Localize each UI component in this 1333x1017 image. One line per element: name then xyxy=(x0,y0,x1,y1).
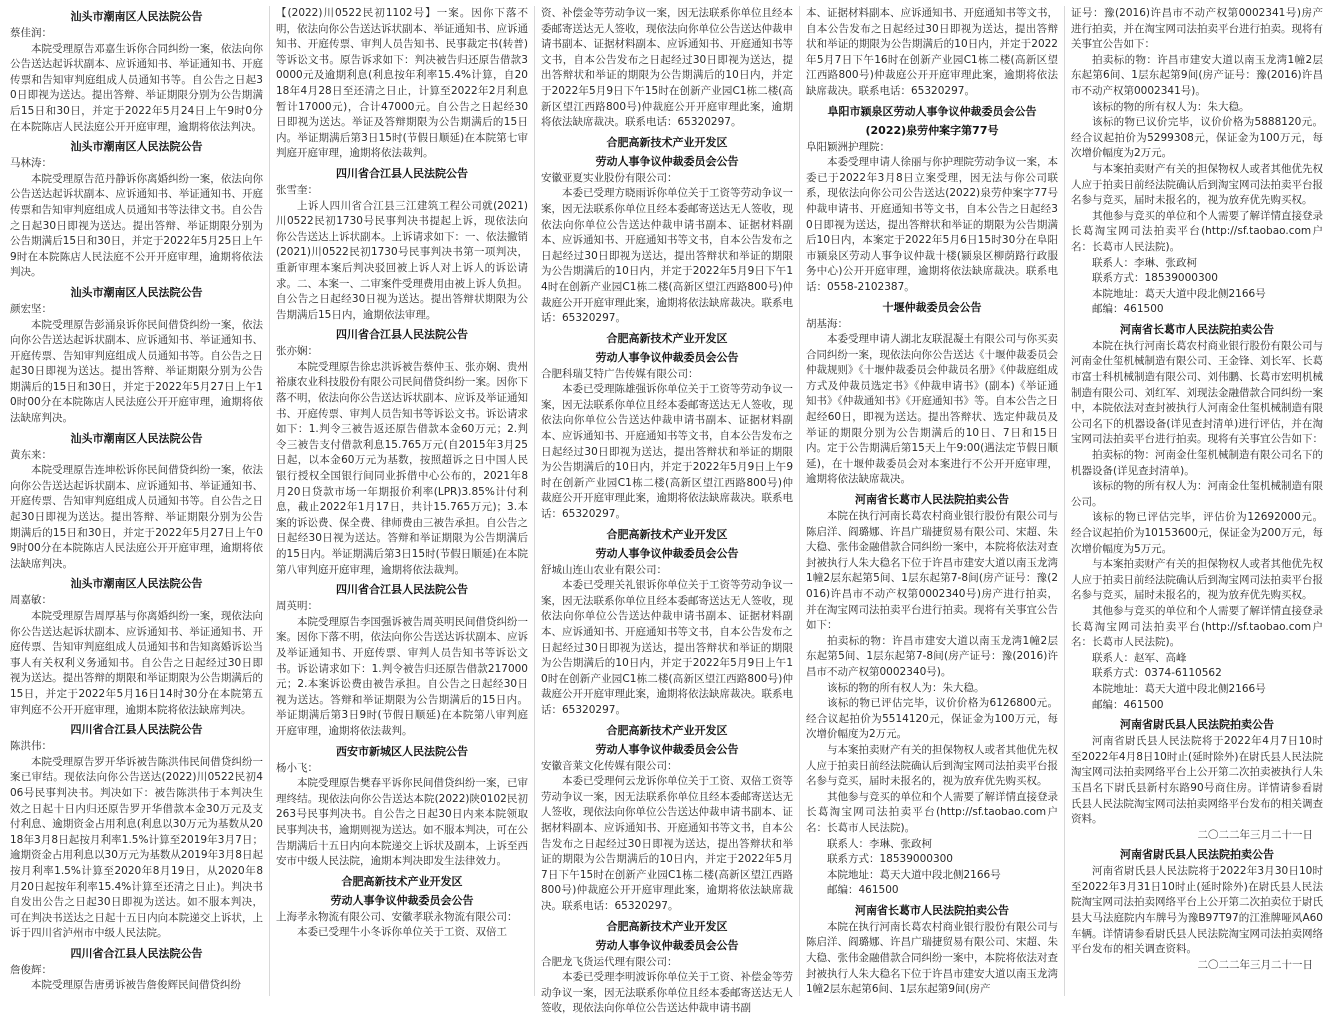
court-notice xyxy=(541,527,793,719)
notice-body: 本委已受理陈雄强诉你单位关于工资等劳动争议一案，因无法联系你单位且经本委邮寄送达无人签收，现依法向你单位公告送达仲裁申请书副本、证据材料副本、应诉通知书、开庭通知书等文书，自本公告发布之日起经过30日即视为送达，提出答辩状和举证的期限为公告期满后的10日内，并定于2022年5月9日上午9时在创新产业园C1栋二楼(高新区望江西路800号)仲裁庭公开开庭审理此案，逾期将依法缺席裁决。联系电话：65320297。 xyxy=(541,383,793,521)
court-notice xyxy=(806,903,1058,998)
notice-body: 本院在执行河南长葛农村商业银行股份有限公司与河南金仕玺机械制造有限公司、王金锋、刘长军、长葛市富士科机械制造有限公司、刘伟鹏、长葛市宏明机械制造有限公司、刘红军、刘现法金融借款合同纠纷一案中，本院依法对查封被执行人河南金仕玺机械制造有限公司名下的机器设备(详见查封清单)进行评估，并在淘宝网司法拍卖平台进行拍卖。现将有关事宜公告如下： xyxy=(1071,339,1323,446)
notice-body: 本院受理原告徐忠洪诉被告蔡仲玉、张亦娴、贵州裕康农业科技股份有限公司民间借贷纠纷一案。因你下落不明，依法向你公告送达诉状副本、应诉及举证通知书、开庭传票、审判人员告知书等诉讼文书。诉讼请求如下：1.判令三被告返还原告借款本金60万元；2.判令三被告支付借款利息15.765万元(自2015年3月25日起，以本金60万元为基数，按照超诉之日中国人民银行授权全国银行间同业拆借中心公布的，2021年8月20日贷款市场一年期报价利率(LPR)3.85%计付利息，截止2022年1月17日，共计15.765万元)；3.本案的诉讼费、保全费、律师费由三被告承担。自公告之日起经30日视为送达。答辩和举证期限为公告期满后的15日内。举证期满后第3日15时(节假日顺延)在本院第八审判庭开庭审理，逾期将依法裁判。 xyxy=(276,360,528,576)
court-notice xyxy=(806,492,1058,899)
notice-addressee: 【(2022)川0522民初1102号】一案。因你下落不明，依法向你公告送达诉状副本、举证通知书、应诉通知书、开庭传票、审判人员告知书、民事裁定书(转普)等诉讼文书。原告诉求如下：判决被告归还原告借款30000元及逾期利息(利息按年利率15.4%计算，自2018年4月28日至还清之日止，计算至2022年2月利息暂计17000元)，合计47000元。自公告之日起经30日即视为送达。举证及答辩期限为公告期满后的15日内。举证期满后第3日15时(节假日顺延)在本院第七审判庭开庭审理，逾期将依法裁判。 xyxy=(276,7,528,160)
notice-subtitle: 劳动人事争议仲裁委员会公告 xyxy=(595,154,739,168)
notice-addressee: 张雪奎： xyxy=(276,183,318,196)
court-notice xyxy=(541,723,793,915)
notice-detail-line: 与本案拍卖财产有关的担保物权人或者其他优先权人应于拍卖日前经法院确认后到淘宝网司法拍卖平台报名参与竞买，届时未报名的，视为放弃优先购买权。 xyxy=(1071,558,1323,602)
notice-subtitle: 劳动人事争议仲裁委员会公告 xyxy=(595,938,739,952)
notice-detail-line: 该标的物已议价完毕，议价价格为5888120元。经合议起拍价为5299308元，保证金为100万元，每次增价幅度为2万元。 xyxy=(1071,116,1323,160)
notice-date: 二〇二二年三月二十一日 xyxy=(1197,958,1313,971)
notice-subtitle: 劳动人事争议仲裁委员会公告 xyxy=(330,893,474,907)
notice-addressee: 安徽音莱文化传媒有限公司： xyxy=(541,759,678,772)
notice-addressee: 舒城山连山农业有限公司： xyxy=(541,563,667,576)
notice-detail-line: 其他参与竞买的单位和个人需要了解详情直接登录长葛淘宝网司法拍卖平台(http://sf.taobao.com户名：长葛市人民法院)。 xyxy=(806,790,1058,834)
court-notice xyxy=(10,946,263,994)
notice-addressee: 上海孝永物流有限公司、安徽孝联永物流有限公司： xyxy=(276,910,518,923)
notice-addressee: 周嘉敏： xyxy=(10,594,52,607)
court-notice xyxy=(276,327,528,578)
notice-detail-line: 邮编：461500 xyxy=(1092,698,1164,711)
notice-detail-line: 与本案拍卖财产有关的担保物权人或者其他优先权人应于拍卖日前经法院确认后到淘宝网司法拍卖平台报名参与竞买，届时未报名的，视为放弃优先购买权。 xyxy=(1071,162,1323,207)
notice-detail-line: 其他参与竞买的单位和个人需要了解详情直接登录长葛淘宝网司法拍卖平台(http://sf.taobao.com户名：长葛市人民法院)。 xyxy=(1071,209,1323,253)
notice-title: 四川省合江县人民法院公告 xyxy=(336,166,468,180)
notice-addressee: 胡基海： xyxy=(806,317,848,330)
notice-subtitle: 劳动人事争议仲裁委员会公告 xyxy=(595,546,739,560)
notice-body: 本院受理原告彭涌泉诉你民间借贷纠纷一案，依法向你公告送达起诉状副本、应诉通知书、举证通知书、开庭传票、告知审判庭组成人员通知书等。自公告之日起30日即视为送达。提出答辩、举证期限分别为公告期满后的15日和30日，并定于2022年5月27日上午10时00分在本院陈店人民法庭公开开庭审理，逾期将依法缺席判决。 xyxy=(10,318,263,425)
court-notice xyxy=(541,331,793,523)
notice-addressee: 合肥科瑞艾特广告传媒有限公司： xyxy=(541,367,699,380)
notice-body: 本院受理原告周厚基与你离婚纠纷一案，现依法向你公告送达起诉状副本、应诉通知书、举证通知书、开庭传票、告知审判庭组成人员通知书和告知离婚诉讼当事人有关权利义务通知书。自公告之日起经过30日即视为送达。提出答辩的期限和举证期限为公告期满后的15日，并定于2022年5月16日14时30分在本院第五审判庭不公开开庭审理，逾期本院将依法缺席判决。 xyxy=(10,610,263,716)
notice-body: 本院在执行河南长葛农村商业银行股份有限公司与陈启洋、阎璐娜、许昌广瑞捷贸易有限公司、宋超、朱大稳、张伟金融借款合同纠纷一案中，本院将依法对查封被执行人朱大稳名下位于许昌市建安大道以南玉龙湾1幢2层东起第6间、1层东起第9间(房产 xyxy=(806,920,1058,996)
notice-body: 本委已受理方晓雨诉你单位关于工资等劳动争议一案，因无法联系你单位且经本委邮寄送达无人签收，现依法向你单位公告送达仲裁申请书副本、证据材料副本、应诉通知书、开庭通知书等文书，自本公告发布之日起经过30日即视为送达，提出答辩状和举证的期限为公告期满后的10日内，并定于2022年5月9日下午14时在创新产业园C1栋二楼(高新区望江西路800号)仲裁庭公开开庭审理此案，逾期将依法缺席裁决。联系电话：65320297。 xyxy=(541,187,793,325)
notice-addressee: 黄东来： xyxy=(10,448,52,461)
court-notice xyxy=(806,104,1058,296)
notice-subtitle: 劳动人事争议仲裁委员会公告 xyxy=(595,742,739,756)
notice-addressee: 阜阳颖洲护理院： xyxy=(806,140,890,153)
notice-addressee: 证号：豫(2016)许昌市不动产权第0002341号)房产进行拍卖，并在淘宝网司法拍卖平台进行拍卖。现将有关事宜公告如下： xyxy=(1071,7,1323,51)
notice-detail-line: 联系方式：18539000300 xyxy=(827,853,953,866)
notice-detail-line: 该标的物的所有权人为：河南金仕玺机械制造有限公司。 xyxy=(1071,480,1323,508)
notice-detail-line: 联系人：李琳、张政柯 xyxy=(827,837,932,850)
notice-title: 西安市新城区人民法院公告 xyxy=(336,744,468,758)
court-notice xyxy=(10,9,263,135)
notice-detail-line: 联系人：赵军、高峰 xyxy=(1092,651,1187,664)
notice-detail-line: 本院地址：葛天大道中段北侧2166号 xyxy=(1092,287,1266,300)
notice-body: 本委已受理李明波诉你单位关于工资、补偿金等劳动争议一案，因无法联系你单位且经本委邮寄送达无人签收，现依法向你单位公告送达仲裁申请书副 xyxy=(541,971,793,1015)
notice-title: 合肥高新技术产业开发区 xyxy=(606,723,728,737)
notice-body: 本委已受理何云龙诉你单位关于工资、双倍工资等劳动争议一案，因无法联系你单位且经本委邮寄送达无人签收，现依法向你单位公告送达仲裁申请书副本、证据材料副本、应诉通知书、开庭通知书等文书，自本公告发布之日起经过30日即视为送达，提出答辩状和举证的期限为公告期满后的10日内，并定于2022年5月7日下午15时在创新产业园C1栋二楼(高新区望江西路800号)仲裁庭公开开庭审理此案，逾期将依法缺席裁决。联系电话：65320297。 xyxy=(541,775,793,912)
notice-detail-line: 该标的物的所有权人为：朱大稳。 xyxy=(1092,100,1250,113)
notice-detail-line: 拍卖标的物：河南金仕玺机械制造有限公司名下的机器设备(详见查封清单)。 xyxy=(1071,449,1323,477)
notice-body: 河南省尉氏县人民法院将于2022年4月7日10时至2022年4月8日10时止(延时除外)在尉氏县人民法院淘宝网司法拍卖网络平台上公开第二次拍卖被执行人朱玉昌名下尉氏县新村东路90号商住房。详情请参看尉氏县人民法院淘宝网司法拍卖网络平台发布的相关调查资料。 xyxy=(1071,735,1323,826)
notice-body: 河南省尉氏县人民法院将于2022年3月30日10时至2022年3月31日10时止(延时除外)在尉氏县人民法院淘宝网司法拍卖网络平台上公开第二次拍卖位于尉氏县大马法庭院内车牌号为豫B97T97的江淮牌哑风A60车辆。详情请参看尉氏县人民法院淘宝网司法拍卖网络平台发布的相关调查资料。 xyxy=(1071,865,1323,956)
notice-title: 十堰仲裁委员会公告 xyxy=(882,300,982,314)
notice-title: 四川省合江县人民法院公告 xyxy=(70,946,203,960)
court-notice xyxy=(276,744,528,870)
notice-detail-line: 其他参与竞买的单位和个人需要了解详情直接登录长葛淘宝网司法拍卖平台(http://sf.taobao.com户名：长葛市人民法院)。 xyxy=(1071,604,1323,649)
notice-column-2 xyxy=(269,6,534,996)
notice-column-4 xyxy=(799,6,1064,996)
notice-addressee: 周英明： xyxy=(276,600,318,613)
court-notice xyxy=(541,135,793,327)
notice-addressee: 资、补偿金等劳动争议一案，因无法联系你单位且经本委邮寄送达无人签收，现依法向你单位公告送达仲裁申请书副本、证据材料副本、应诉通知书、开庭通知书等文书，自本公告发布之日起经过30日即视为送达，提出答辩状和举证的期限为公告期满后的10日内，并定于2022年5月9日下午15时在创新产业园C1栋二楼(高新区望江西路800号)仲裁庭公开开庭审理此案，逾期将依法缺席裁决。联系电话：65320297。 xyxy=(541,7,793,129)
notice-addressee: 本、证据材料副本、应诉通知书、开庭通知书等文书，自本公告发布之日起经过30日即视为送达，提出答辩状和举证的期限为公告期满后的10日内，并定于2022年5月7日下午16时在创新产业园C1栋二楼(高新区望江西路800号)仲裁庭公开开庭审理此案，逾期将依法缺席裁决。联系电话：65320297。 xyxy=(806,7,1058,97)
notice-title: 汕头市潮南区人民法院公告 xyxy=(70,431,203,445)
notice-body: 本院受理原告樊春平诉你民间借贷纠纷一案，已审理终结。现依法向你公告送达本院(2022)陕0102民初263号民事判决书。自公告之日起30日内来本院领取民事判决书，逾期则视为送达。如不服本判决，可在公告期满后十五日内向本院递交上诉状及副本，上诉至西安市中级人民法院，逾期本判决即发生法律效力。 xyxy=(276,777,528,868)
notice-detail-line: 该标的物的所有权人为：朱大稳。 xyxy=(827,681,985,694)
notice-detail-line: 与本案拍卖财产有关的担保物权人或者其他优先权人应于拍卖日前经法院确认后到淘宝网司法拍卖平台报名参与竞买，届时未报名的，视为放弃优先购买权。 xyxy=(806,743,1058,788)
notice-title: 四川省合江县人民法院公告 xyxy=(336,328,468,342)
notice-date: 二〇二二年三月二十一日 xyxy=(1197,828,1313,841)
notice-body: 本院在执行河南长葛农村商业银行股份有限公司与陈启洋、阎璐娜、许昌广瑞捷贸易有限公司、宋超、朱大稳、张伟金融借款合同纠纷一案中，本院将依法对查封被执行人朱大稳名下位于许昌市建安大道以南玉龙湾1幢2层东起第5间、1层东起第7-8间(房产证号：豫(2016)许昌市不动产权第0002340号)房产进行拍卖，并在淘宝网司法拍卖平台进行拍卖。现将有关事宜公告如下： xyxy=(806,510,1058,632)
court-notice xyxy=(276,874,528,941)
notice-addressee: 陈洪伟： xyxy=(10,740,52,753)
notice-title: 四川省合江县人民法院公告 xyxy=(70,723,203,737)
court-notice xyxy=(10,576,263,718)
court-notice xyxy=(1071,847,1323,973)
notice-title: 汕头市潮南区人民法院公告 xyxy=(70,140,203,154)
notice-subtitle: (2022)泉劳仲案字第77号 xyxy=(865,123,999,137)
court-notice xyxy=(806,6,1058,100)
notice-detail-line: 邮编：461500 xyxy=(1092,303,1164,316)
notice-body: 上诉人四川省合江县三江建筑工程公司就(2021)川0522民初1730号民事判决书提起上诉，现依法向你公告送达上诉状副本。上诉请求如下：一、依法撤销(2021)川0522民初1730号民事判决书第一项判决，重新审理本案后判决驳回被上诉人对上诉人的诉讼请求。二、本案一、二审案件受理费用由被上诉人负担。自公告之日起经30日视为送达。提出答辩状期限为公告期满后15日内，逾期依法审理。 xyxy=(276,199,528,321)
notice-title: 汕头市潮南区人民法院公告 xyxy=(70,10,203,23)
notice-addressee: 安徽亚夏实业股份有限公司： xyxy=(541,171,678,184)
notice-addressee: 詹俊辉： xyxy=(10,963,52,976)
notice-title: 河南省长葛市人民法院拍卖公告 xyxy=(1120,322,1274,336)
notice-detail-line: 邮编：461500 xyxy=(827,884,899,897)
court-notice xyxy=(276,582,528,739)
notice-detail-line: 拍卖标的物：许昌市建安大道以南玉龙湾1幢2层东起第6间、1层东起第9间(房产证号：豫(2016)许昌市不动产权第0002341号)。 xyxy=(1071,53,1323,97)
court-notice xyxy=(10,431,263,573)
court-notice xyxy=(276,6,528,162)
notice-addressee: 颜宏坚： xyxy=(10,302,52,315)
notice-addressee: 马林涛： xyxy=(10,157,52,170)
notice-detail-line: 联系方式：0374-6110562 xyxy=(1092,667,1222,680)
notice-addressee: 张亦娴： xyxy=(276,345,318,358)
court-notice xyxy=(276,166,528,323)
notice-body: 本委受理申请人徐丽与你护理院劳动争议一案，本委已于2022年3月8日立案受理，因无法与你公司联系，现依法向你公司公告送达(2022)泉劳仲案字77号仲裁申请书、开庭通知书等文书，自本公告之日起经30日即视为送达，提出答辩状和举证的期限为公告期满后10日内，本案定于2022年5月6日15时30分在阜阳市颍泉区劳动人事争议仲裁十楼(颍泉区柳荫路行政服务中心)公开开庭审理，逾期将依法缺席裁决。联系电话：0558-2102387。 xyxy=(806,156,1058,293)
notice-body: 本院受理原告唐勇诉被告詹俊辉民间借贷纠纷 xyxy=(31,979,241,992)
notice-body: 本院受理原告李国强诉被告周英明民间借贷纠纷一案。因你下落不明，依法向你公告送达诉状副本、应诉及举证通知书、开庭传票、审判人员告知书等诉讼文书。诉讼请求如下：1.判令被告归还原告借款217000元；2.本案诉讼费由被告承担。自公告之日起经30日视为送达。答辩和举证期限为公告期满后的15日内。举证期满后第3日9时(节假日顺延)在本院第八审判庭开庭审理，逾期将依法裁判。 xyxy=(276,615,528,737)
notice-title: 汕头市潮南区人民法院公告 xyxy=(70,577,203,591)
court-notice xyxy=(10,285,263,427)
notice-title: 合肥高新技术产业开发区 xyxy=(606,919,728,933)
court-notice xyxy=(541,6,793,131)
notice-column-3 xyxy=(534,6,799,1015)
notice-detail-line: 联系人：李琳、张政柯 xyxy=(1092,256,1197,269)
notice-title: 河南省长葛市人民法院拍卖公告 xyxy=(855,493,1009,507)
notice-column-5 xyxy=(1064,6,1329,996)
notice-title: 合肥高新技术产业开发区 xyxy=(341,874,463,888)
notice-addressee: 蔡佳润： xyxy=(10,27,52,39)
notice-subtitle: 劳动人事争议仲裁委员会公告 xyxy=(595,350,739,364)
notice-title: 合肥高新技术产业开发区 xyxy=(606,331,728,345)
notice-title: 汕头市潮南区人民法院公告 xyxy=(70,285,203,299)
court-notice xyxy=(1071,6,1323,318)
notice-title: 河南省长葛市人民法院拍卖公告 xyxy=(855,903,1009,917)
notice-body: 本院受理原告邓嘉生诉你合同纠纷一案，依法向你公告送达起诉状副本、应诉通知书、举证通知书、开庭传票和告知审判庭组成人员通知书等。自公告之日起30日即视为送达。提出答辩、举证期限分别为公告期满后15日和30日，并定于2022年5月24日上午9时0分在本院陈店人民法庭公开开庭审理，逾期将依法判决。 xyxy=(10,42,263,133)
notice-detail-line: 该标的物已评估完毕，议价价格为6126800元。经合议起拍价为5514120元，保证金为100万元，每次增价幅度为2万元。 xyxy=(806,697,1058,741)
notice-detail-line: 拍卖标的物：许昌市建安大道以南玉龙湾1幢2层东起第5间、1层东起第7-8间(房产证号：豫(2016)许昌市不动产权第0002340号)。 xyxy=(806,634,1058,678)
notice-column-1 xyxy=(4,6,269,996)
notice-detail-line: 本院地址：葛天大道中段北侧2166号 xyxy=(1092,682,1266,695)
notice-addressee: 合肥龙飞货运代理有限公司： xyxy=(541,955,678,968)
notice-title: 四川省合江县人民法院公告 xyxy=(336,583,468,597)
notice-body: 本院受理原告罗开华诉被告陈洪伟民间借贷纠纷一案已审结。现依法向你公告送达(2022)川0522民初406号民事判决书。判决如下：被告陈洪伟于本判决生效之日起十日内归还原告罗开华借款本金30万元及支付利息、逾期资金占用利息(利息以30万元为基数从2018年3月8日起按月利率1.5%计算至2019年3月7日；逾期资金占用利息以30万元为基数从2019年3月8日起按月利率1.5%计算至2020年8月19日，从2020年8月20日起按年利率15.4%计算至还清之日止)。判决书自发出公告之日起30日即视为送达。如不服本判决，可在判决书送达之日起十五日内向本院递交上诉状，上诉于四川省泸州市中级人民法院。 xyxy=(10,755,263,940)
notice-detail-line: 本院地址：葛天大道中段北侧2166号 xyxy=(827,868,1001,881)
notice-body: 本委受理申请人湖北友联混凝土有限公司与你买卖合同纠纷一案，现依法向你公告送达《十堰仲裁委员会仲裁规则》《十堰仲裁委员会仲裁员名册》《仲裁庭组成方式及仲裁员选定书》《仲裁申请书》(副本)《举证通知书》《仲裁通知书》《开庭通知书》等。自本公告之日起经60日，即视为送达。提出答辩状、选定仲裁员及举证的期限分别为公告期满后的10日、7日和15日内。定于公告期满后第15天上午9:00(遇法定节假日顺延)，在十堰仲裁委员会对本案进行不公开开庭审理，逾期将依法缺席裁决。 xyxy=(806,333,1058,486)
court-notice xyxy=(806,300,1058,489)
court-notice xyxy=(10,722,263,942)
notice-title: 河南省尉氏县人民法院拍卖公告 xyxy=(1120,718,1274,732)
notice-body: 本委已受理关礼银诉你单位关于工资等劳动争议一案，因无法联系你单位且经本委邮寄送达无人签收，现依法向你单位公告送达仲裁申请书副本、证据材料副本、应诉通知书、开庭通知书等文书，自本公告发布之日起经过30日即视为送达，提出答辩状和举证的期限为公告期满后的10日内，并定于2022年5月9日上午10时在创新产业园C1栋二楼(高新区望江西路800号)仲裁庭公开开庭审理此案，逾期将依法缺席裁决。联系电话：65320297。 xyxy=(541,579,793,716)
notice-body: 本院受理原告范丹静诉你离婚纠纷一案，依法向你公告送达起诉状副本、应诉通知书、举证通知书、开庭传票和告知审判庭组成人员通知书等法律文书。自公告之日起30日即视为送达。提出答辩、举证期限分别为公告期满后15日和30日，并定于2022年5月25日上午9时在本院陈店人民法庭不公开开庭审理，逾期将依法判决。 xyxy=(10,172,263,279)
notice-title: 合肥高新技术产业开发区 xyxy=(606,135,728,149)
court-notice xyxy=(10,139,263,281)
notice-detail-line: 联系方式：18539000300 xyxy=(1092,272,1218,285)
notice-title: 合肥高新技术产业开发区 xyxy=(606,527,728,541)
notice-detail-line: 该标的物已评估完毕，评估价为12692000元。经合议起拍价为10153600元，保证金为200万元，每次增价幅度为5万元。 xyxy=(1071,511,1323,555)
newspaper-notice-page xyxy=(4,6,1329,1015)
court-notice xyxy=(1071,717,1323,843)
court-notice xyxy=(1071,322,1323,713)
notice-addressee: 杨小飞： xyxy=(276,761,318,774)
notice-title: 阜阳市颍泉区劳动人事争议仲裁委员会公告 xyxy=(827,104,1037,118)
notice-body: 本院受理原告连坤松诉你民间借贷纠纷一案，依法向你公告送达起诉状副本、应诉通知书、举证通知书、开庭传票、告知审判庭组成人员通知书等。自公告之日起30日即视为送达。提出答辩、举证期限分别为公告期满后的15日和30日，并定于2022年5月27日上午09时00分在本院陈店人民法庭公开开庭审理，逾期将依法缺席判决。 xyxy=(10,464,263,570)
notice-title: 河南省尉氏县人民法院拍卖公告 xyxy=(1120,848,1274,862)
notice-body: 本委已受理牛小冬诉你单位关于工资、双倍工 xyxy=(297,926,507,939)
court-notice xyxy=(541,919,793,1017)
